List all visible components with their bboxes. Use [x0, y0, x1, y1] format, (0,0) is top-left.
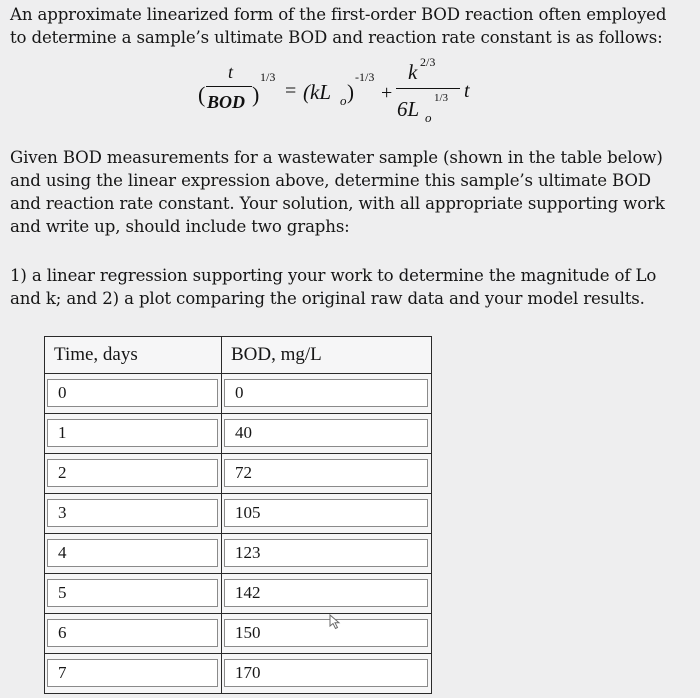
- k-lo-subscript: o: [340, 93, 347, 108]
- bod-cell: 150: [224, 619, 428, 647]
- requirements-line-2: and k; and 2) a plot comparing the original raw data and your model results.: [10, 289, 645, 308]
- lhs-numerator: t: [228, 62, 234, 82]
- k-lo-term: (kL: [303, 80, 331, 104]
- bod-data-table: [44, 336, 432, 694]
- prompt-line-1: Given BOD measurements for a wastewater sample (shown in the table below): [10, 148, 663, 167]
- prompt-line-4: and write up, should include two graphs:: [10, 217, 350, 236]
- bod-cell: 142: [224, 579, 428, 607]
- k-lo-exponent: -1/3: [355, 70, 375, 84]
- time-cell: 0: [47, 379, 218, 407]
- table-row: [45, 574, 432, 614]
- prompt-paragraph: [10, 146, 695, 238]
- bod-cell: 105: [224, 499, 428, 527]
- bod-cell: 72: [224, 459, 428, 487]
- time-cell: 1: [47, 419, 218, 447]
- plus-sign: +: [381, 82, 393, 104]
- rhs-numerator: k: [408, 60, 418, 84]
- prompt-line-3: and reaction rate constant. Your solution, with all appropriate supporting work: [10, 194, 665, 213]
- time-cell: 5: [47, 579, 218, 607]
- time-cell: 2: [47, 459, 218, 487]
- rhs-denominator-exponent: 1/3: [434, 92, 449, 104]
- bod-cell: 0: [224, 379, 428, 407]
- bod-cell: 40: [224, 419, 428, 447]
- table-header-row: [45, 337, 432, 374]
- table-row: [45, 494, 432, 534]
- rhs-numerator-exponent: 2/3: [420, 55, 436, 69]
- equals-sign: =: [285, 80, 297, 102]
- table-row: [45, 654, 432, 694]
- rhs-denominator-subscript: o: [425, 110, 432, 125]
- rhs-denominator: 6L: [397, 97, 420, 121]
- intro-line-2: to determine a sample’s ultimate BOD and reaction rate constant is as follows:: [10, 28, 663, 47]
- table-row: [45, 414, 432, 454]
- time-cell: 4: [47, 539, 218, 567]
- intro-line-1: An approximate linearized form of the first-order BOD reaction often employed: [10, 5, 667, 24]
- bod-column-header: BOD, mg/L: [222, 337, 432, 374]
- lhs-exponent: 1/3: [260, 70, 276, 84]
- bod-cell: 170: [224, 659, 428, 687]
- table-row: [45, 374, 432, 414]
- table-row: [45, 534, 432, 574]
- requirements-paragraph: [10, 264, 680, 310]
- time-cell: 7: [47, 659, 218, 687]
- lhs-denominator: BOD: [207, 92, 246, 112]
- prompt-line-2: and using the linear expression above, determine this sample’s ultimate BOD: [10, 171, 651, 190]
- lhs-fraction-bar: [206, 86, 252, 87]
- time-column-header: Time, days: [45, 337, 222, 374]
- time-cell: 6: [47, 619, 218, 647]
- requirements-line-1: 1) a linear regression supporting your work to determine the magnitude of Lo: [10, 266, 657, 285]
- rhs-t: t: [464, 80, 470, 102]
- bod-cell: 123: [224, 539, 428, 567]
- table-row: [45, 454, 432, 494]
- intro-paragraph: [10, 3, 700, 49]
- time-cell: 3: [47, 499, 218, 527]
- table-row: [45, 614, 432, 654]
- rhs-fraction-bar: [396, 88, 460, 89]
- mouse-pointer-icon: [329, 614, 343, 630]
